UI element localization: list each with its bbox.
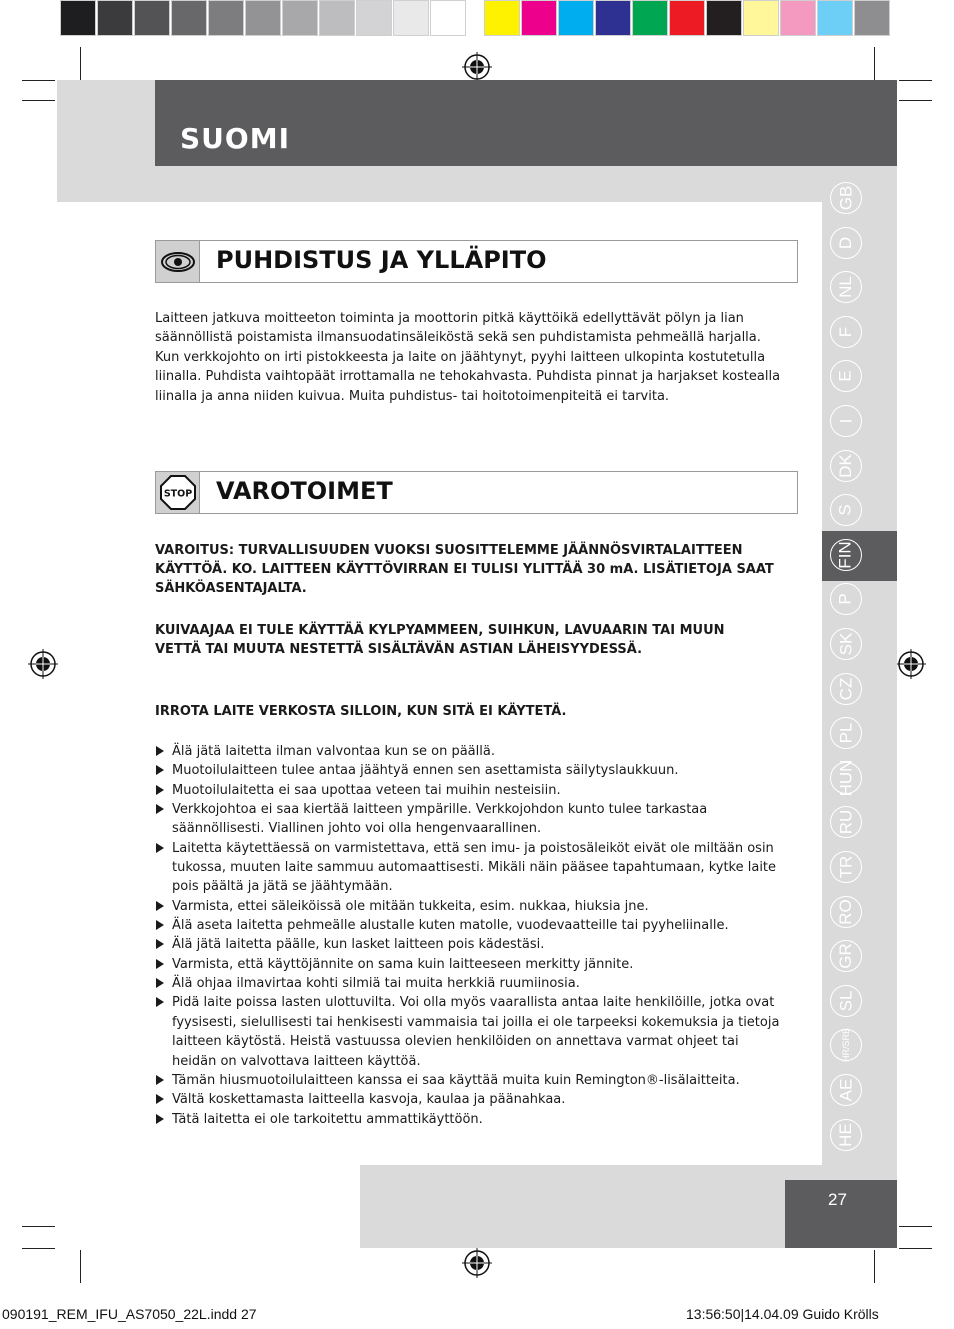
registration-mark-icon: [462, 1248, 492, 1278]
crop-mark: [874, 47, 875, 80]
page-number: 27: [828, 1190, 847, 1209]
color-swatch: [632, 0, 668, 36]
color-swatch: [780, 0, 816, 36]
language-tab-ro[interactable]: [830, 896, 862, 928]
list-item: Pidä laite poissa lasten ulottuvilta. Voi olla myös vaarallista antaa laite henkilöille, jotka ovat fyysisesti, sielullisesti tai henkisesti vammaisia tai joilla ei ole tarpeeksi kokemuksia ja tietoja laitteen käytöstä. Heistä vastuussa olevien henkilöiden on annettava varmat ohjeet tai heidän on valvottava laitteen käyttöä.: [155, 993, 780, 1070]
precautions-list: [155, 742, 780, 1129]
section-title: PUHDISTUS JA YLLÄPITO: [216, 246, 547, 274]
language-tab-dk[interactable]: [830, 450, 862, 482]
language-tab-d[interactable]: [830, 227, 862, 259]
color-swatch: [706, 0, 742, 36]
eye-icon: [156, 241, 200, 282]
language-tab-ae[interactable]: [830, 1074, 862, 1106]
language-tab-label: I: [835, 418, 855, 424]
language-tab-label: TR: [835, 855, 855, 879]
language-tab-label: E: [836, 370, 855, 383]
color-swatch: [854, 0, 890, 36]
color-swatch: [484, 0, 520, 36]
language-tab-fin[interactable]: [830, 539, 862, 571]
crop-mark: [22, 1226, 55, 1227]
color-swatch: [134, 0, 170, 36]
language-tab-tr[interactable]: [830, 851, 862, 883]
stop-sign-text: STOP: [163, 488, 193, 500]
language-tab-label: FIN: [835, 541, 855, 569]
crop-mark: [874, 1250, 875, 1283]
color-swatch: [521, 0, 557, 36]
crop-mark: [80, 1250, 81, 1283]
list-item: Varmista, että käyttöjännite on sama kuin laitteeseen merkitty jännite.: [155, 955, 780, 974]
registration-mark-icon: [896, 649, 926, 679]
color-swatch: [356, 0, 392, 36]
crop-mark: [899, 100, 932, 101]
language-tab-label: SK: [836, 632, 855, 656]
list-item: Verkkojohtoa ei saa kiertää laitteen ympärille. Verkkojohdon kunto tulee tarkastaa säännöllisesti. Viallinen johto voi olla hengenvaarallinen.: [155, 800, 780, 839]
language-tab-pl[interactable]: [830, 717, 862, 749]
color-swatch-bar: [484, 0, 891, 38]
cleaning-body: Laitteen jatkuva moitteeton toiminta ja moottorin pitkä käyttöikä edellyttävät pölyn ja lian säännöllistä poistamista ilmansuodatinsäleiköstä sekä sen puhdistamista pehmeällä harjalla. Kun verkkojohto on irti pistokkeesta ja laite on jäähtynyt, pyyhi laitteen ulkopinta kostutetulla liinalla. Puhdista vaihtopäät irrottamalla ne tehokahvasta. Puhdista pinnat ja harjakset kostealla liinalla ja anna niiden kuivua. Muita puhdistus- tai hoitotoimenpiteitä ei tarvita.: [155, 311, 781, 404]
language-tab-label: P: [836, 593, 855, 606]
color-swatch: [97, 0, 133, 36]
list-item: Älä jätä laitetta ilman valvontaa kun se on päällä.: [155, 742, 780, 761]
language-tab-label: GR: [836, 943, 855, 969]
language-tab-label: DK: [836, 453, 855, 478]
language-tab-label: GB: [836, 185, 855, 211]
language-tab-gr[interactable]: [830, 940, 862, 972]
color-swatch: [430, 0, 466, 36]
warning-rcd: VAROITUS: TURVALLISUUDEN VUOKSI SUOSITTELEMME JÄÄNNÖSVIRTALAITTEEN KÄYTTÖÄ. KO. LAITTEEN KÄYTTÖVIRRAN EI TULISI YLITTÄÄ 30 mA. LISÄTIETOJA SAAT SÄHKÖASENTAJALTA.: [155, 543, 774, 596]
language-tab-label: F: [835, 326, 855, 337]
crop-mark: [80, 47, 81, 80]
crop-mark: [899, 80, 932, 81]
language-tab-hun[interactable]: [830, 759, 862, 797]
timestamp-info: 13:56:50|14.04.09 Guido Krölls: [686, 1306, 879, 1322]
grey-swatch-bar: [60, 0, 467, 38]
color-swatch: [743, 0, 779, 36]
language-tab-nl[interactable]: [830, 271, 862, 303]
warning-water: KUIVAAJAA EI TULE KÄYTTÄÄ KYLPYAMMEEN, SUIHKUN, LAVUAARIN TAI MUUN VETTÄ TAI MUUTA NESTETTÄ SISÄLTÄVÄN ASTIAN LÄHEISYYDESSÄ.: [155, 623, 725, 657]
list-item: Muotoilulaitteen tulee antaa jäähtyä ennen sen asettamista säilytyslaukkuun.: [155, 761, 780, 780]
language-tab-sk[interactable]: [830, 628, 862, 660]
language-tab-label: CZ: [835, 677, 855, 700]
registration-mark-icon: [28, 649, 58, 679]
color-swatch: [595, 0, 631, 36]
crop-mark: [899, 1248, 932, 1249]
color-swatch: [245, 0, 281, 36]
list-item: Varmista, ettei säleiköissä ole mitään tukkeita, esim. nukkaa, hiuksia jne.: [155, 897, 780, 916]
language-tab-i[interactable]: [830, 405, 862, 437]
language-tab-label: HE: [836, 1122, 855, 1147]
list-item: Tämän hiusmuotoilulaitteen kanssa ei saa käyttää muita kuin Remington®-lisälaitteita.: [155, 1071, 780, 1090]
page-title: SUOMI: [180, 122, 290, 155]
color-swatch: [669, 0, 705, 36]
list-item: Muotoilulaitetta ei saa upottaa veteen tai muihin nesteisiin.: [155, 781, 780, 800]
list-item: Tätä laitetta ei ole tarkoitettu ammattikäyttöön.: [155, 1110, 780, 1129]
crop-mark: [22, 1248, 55, 1249]
language-tab-label: AE: [836, 1078, 855, 1102]
language-tab-label: PL: [835, 722, 855, 744]
registration-mark-icon: [462, 52, 492, 82]
list-item: Vältä koskettamasta laitteella kasvoja, kaulaa ja päänahkaa.: [155, 1090, 780, 1109]
language-tab-gb[interactable]: [830, 182, 862, 214]
crop-mark: [22, 80, 55, 81]
list-item: Älä aseta laitetta pehmeälle alustalle kuten matolle, vuodevaatteille tai pyyheliinalle.: [155, 916, 780, 935]
list-item: Älä jätä laitetta päälle, kun lasket laitteen pois kädestäsi.: [155, 935, 780, 954]
language-tab-label: S: [836, 504, 855, 516]
section-header-cleaning: [155, 240, 798, 283]
language-tab-label: RU: [836, 810, 855, 835]
warning-unplug: IRROTA LAITE VERKOSTA SILLOIN, KUN SITÄ EI KÄYTETÄ.: [155, 704, 567, 719]
language-tab-label: NL: [835, 276, 855, 299]
stop-sign-icon: [156, 472, 200, 513]
color-swatch: [60, 0, 96, 36]
section-title: VAROTOIMET: [216, 477, 393, 505]
crop-mark: [22, 100, 55, 101]
file-info: 090191_REM_IFU_AS7050_22L.indd 27: [2, 1306, 257, 1322]
language-tab-label: SL: [835, 990, 855, 1012]
section-header-precautions: [155, 471, 798, 514]
language-tab-f[interactable]: [830, 316, 862, 348]
language-tab-s[interactable]: [830, 494, 862, 526]
color-swatch: [319, 0, 355, 36]
language-tab-cz[interactable]: [830, 673, 862, 705]
language-tab-he[interactable]: [830, 1119, 862, 1151]
language-tab-label: RO: [836, 898, 855, 925]
list-item: Laitetta käytettäessä on varmistettava, että sen imu- ja poistosäleiköt eivät ole miltään osin tukossa, muuten laite sammuu automaattisesti. Mikäli näin pääsee tapahtumaan, kytke laite pois päältä ja jätä se jäähtymään.: [155, 839, 780, 897]
language-tab-label: HUN: [836, 759, 855, 797]
color-swatch: [393, 0, 429, 36]
language-tab-label: HR/SRB: [841, 1028, 852, 1063]
color-swatch: [208, 0, 244, 36]
language-tab-label: D: [836, 236, 855, 249]
crop-mark: [899, 1226, 932, 1227]
color-swatch: [558, 0, 594, 36]
language-tab-sl[interactable]: [830, 985, 862, 1017]
list-item: Älä ohjaa ilmavirtaa kohti silmiä tai muita herkkiä ruumiinosia.: [155, 974, 780, 993]
color-swatch: [282, 0, 318, 36]
color-swatch: [817, 0, 853, 36]
color-swatch: [171, 0, 207, 36]
